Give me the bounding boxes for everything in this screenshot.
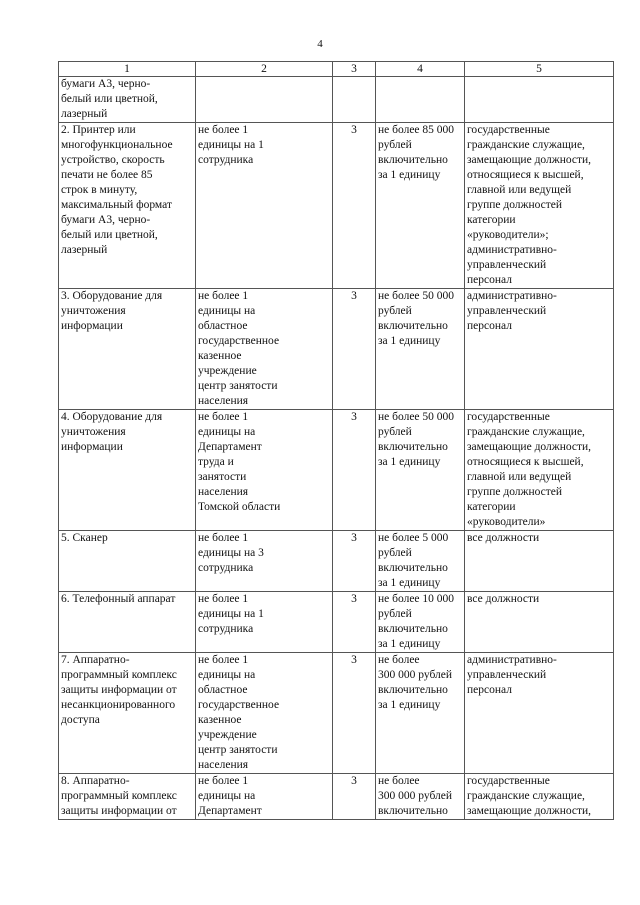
table-row (59, 123, 614, 289)
positions-cell: все должности (465, 531, 614, 592)
service-years-cell: 3 (333, 774, 376, 820)
table-row (59, 653, 614, 774)
column-header-5: 5 (465, 62, 614, 77)
table-row (59, 774, 614, 820)
positions-cell: государственные гражданские служащие, замещающие должности, относящиеся к высшей, главной или ведущей группе должностей категории «руководители»; административно- управленческий персонал (465, 123, 614, 289)
positions-cell: все должности (465, 592, 614, 653)
item-name-cell: 5. Сканер (59, 531, 196, 592)
quantity-cell: не более 1 единицы на областное государственное казенное учреждение центр занятости населения (196, 289, 333, 410)
price-cell: не более 10 000 рублей включительно за 1 единицу (376, 592, 465, 653)
header-row (59, 62, 614, 77)
quantity-cell: не более 1 единицы на 1 сотрудника (196, 592, 333, 653)
service-years-cell: 3 (333, 289, 376, 410)
table-row (59, 410, 614, 531)
service-years-cell: 3 (333, 410, 376, 531)
requirements-table (58, 61, 614, 820)
item-name-cell: 2. Принтер или многофункциональное устройство, скорость печати не более 85 строк в минуту, максимальный формат бумаги А3, черно- белый или цветной, лазерный (59, 123, 196, 289)
table-row (59, 592, 614, 653)
positions-cell: административно- управленческий персонал (465, 653, 614, 774)
price-cell: не более 300 000 рублей включительно за 1 единицу (376, 653, 465, 774)
column-header-2: 2 (196, 62, 333, 77)
table-body (59, 77, 614, 820)
positions-cell: государственные гражданские служащие, замещающие должности, относящиеся к высшей, главной или ведущей группе должностей категории «руководители» (465, 410, 614, 531)
item-name-cell: 4. Оборудование для уничтожения информации (59, 410, 196, 531)
quantity-cell (196, 77, 333, 123)
price-cell: не более 50 000 рублей включительно за 1 единицу (376, 410, 465, 531)
quantity-cell: не более 1 единицы на Департамент труда и занятости населения Томской области (196, 410, 333, 531)
column-header-4: 4 (376, 62, 465, 77)
service-years-cell: 3 (333, 653, 376, 774)
item-name-cell: бумаги А3, черно- белый или цветной, лазерный (59, 77, 196, 123)
item-name-cell: 7. Аппаратно- программный комплекс защиты информации от несанкционированного доступа (59, 653, 196, 774)
quantity-cell: не более 1 единицы на 1 сотрудника (196, 123, 333, 289)
service-years-cell (333, 77, 376, 123)
item-name-cell: 3. Оборудование для уничтожения информации (59, 289, 196, 410)
table-header (59, 62, 614, 77)
service-years-cell: 3 (333, 531, 376, 592)
table-row (59, 531, 614, 592)
service-years-cell: 3 (333, 123, 376, 289)
price-cell: не более 50 000 рублей включительно за 1 единицу (376, 289, 465, 410)
table-row (59, 289, 614, 410)
item-name-cell: 8. Аппаратно- программный комплекс защиты информации от (59, 774, 196, 820)
item-name-cell: 6. Телефонный аппарат (59, 592, 196, 653)
price-cell: не более 300 000 рублей включительно (376, 774, 465, 820)
service-years-cell: 3 (333, 592, 376, 653)
quantity-cell: не более 1 единицы на 3 сотрудника (196, 531, 333, 592)
positions-cell: государственные гражданские служащие, замещающие должности, (465, 774, 614, 820)
quantity-cell: не более 1 единицы на областное государственное казенное учреждение центр занятости населения (196, 653, 333, 774)
quantity-cell: не более 1 единицы на Департамент (196, 774, 333, 820)
column-header-3: 3 (333, 62, 376, 77)
table-row (59, 77, 614, 123)
positions-cell (465, 77, 614, 123)
positions-cell: административно- управленческий персонал (465, 289, 614, 410)
column-header-1: 1 (59, 62, 196, 77)
price-cell: не более 5 000 рублей включительно за 1 единицу (376, 531, 465, 592)
price-cell: не более 85 000 рублей включительно за 1 единицу (376, 123, 465, 289)
price-cell (376, 77, 465, 123)
page-number: 4 (317, 38, 323, 50)
